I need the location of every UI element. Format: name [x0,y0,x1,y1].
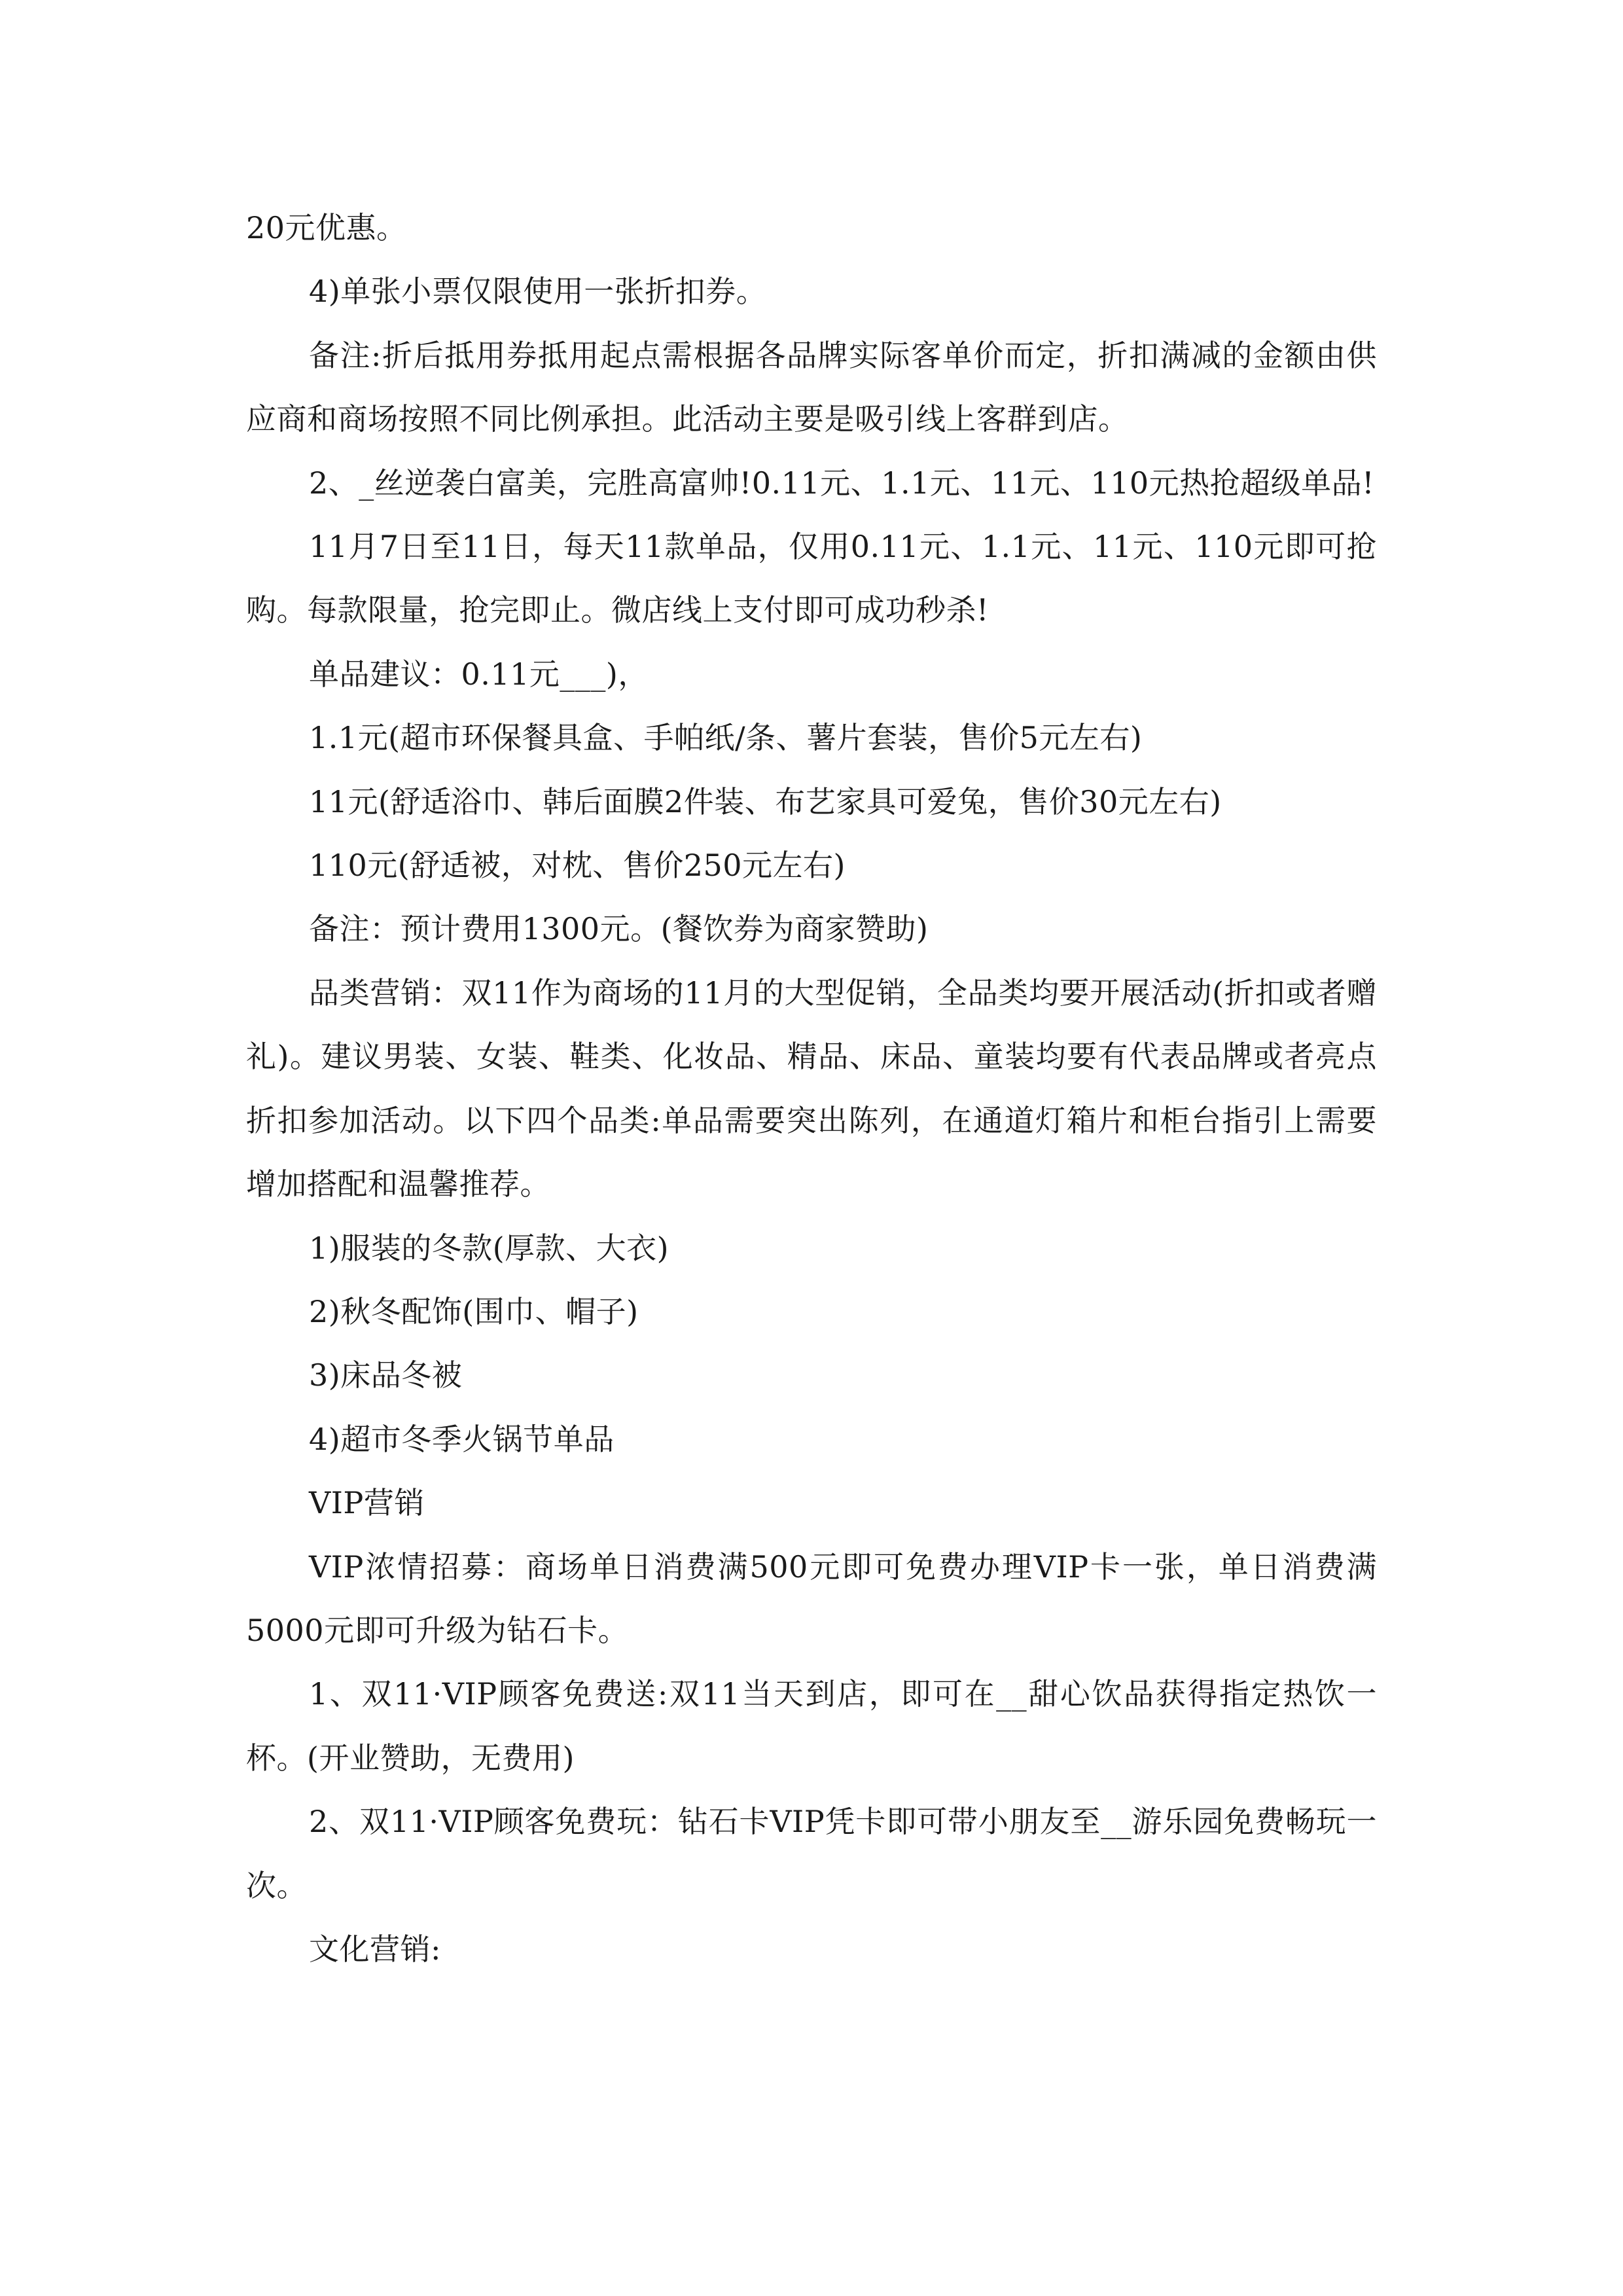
list-item-hotpot-items: 4)超市冬季火锅节单品 [309,1421,615,1457]
paragraph-flash-sale-heading: 2、_丝逆袭白富美，完胜高富帅!0.11元、1.1元、11元、110元热抢超级单品! [309,465,1375,501]
paragraph-item-110-yuan: 110元(舒适被，对枕、售价250元左右) [309,848,846,884]
paragraph-item-suggestion: 单品建议：0.11元___)， [309,656,649,692]
paragraph-note-discount: 备注:折后抵用券抵用起点需根据各品牌实际客单价而定，折扣满减的金额由供应商和商场按照不同比例承担。此活动主要是吸引线上客群到店。 [246,337,1377,437]
paragraph-note-cost: 备注：预计费用1300元。(餐饮券为商家赞助) [309,911,929,947]
paragraph-vip-free-gift: 1、双11·VIP顾客免费送:双11当天到店，即可在__甜心饮品获得指定热饮一杯。(开业赞助，无费用) [246,1676,1377,1776]
paragraph-vip-recruitment: VIP浓情招募：商场单日消费满500元即可免费办理VIP卡一张，单日消费满5000元即可升级为钻石卡。 [246,1549,1377,1648]
document-body [246,196,1377,1981]
paragraph-category-marketing: 品类营销：双11作为商场的11月的大型促销，全品类均要开展活动(折扣或者赠礼)。建议男装、女装、鞋类、化妆品、精品、床品、童装均要有代表品牌或者亮点折扣参加活动。以下四个品类:单品需要突出陈列，在通道灯箱片和柜台指引上需要增加搭配和温馨推荐。 [246,975,1377,1202]
paragraph-single-receipt-rule: 4)单张小票仅限使用一张折扣券。 [309,274,767,310]
paragraph-flash-sale-details: 11月7日至11日，每天11款单品，仅用0.11元、1.1元、11元、110元即可抢购。每款限量，抢完即止。微店线上支付即可成功秒杀! [246,529,1377,628]
section-heading-culture: 文化营销: [309,1931,441,1967]
paragraph-vip-free-play: 2、双11·VIP顾客免费玩：钻石卡VIP凭卡即可带小朋友至__游乐园免费畅玩一次。 [246,1804,1377,1903]
list-item-winter-clothing: 1)服装的冬款(厚款、大衣) [309,1230,669,1266]
paragraph-item-11-yuan: 11元(舒适浴巾、韩后面膜2件装、布艺家具可爱兔，售价30元左右) [309,783,1222,819]
paragraph-discount-tail: 20元优惠。 [246,210,407,245]
list-item-winter-accessories: 2)秋冬配饰(围巾、帽子) [309,1293,639,1329]
paragraph-item-1-1-yuan: 1.1元(超市环保餐具盒、手帕纸/条、薯片套装，售价5元左右) [309,720,1143,756]
section-heading-vip: VIP营销 [309,1485,425,1521]
list-item-winter-bedding: 3)床品冬被 [309,1357,463,1393]
